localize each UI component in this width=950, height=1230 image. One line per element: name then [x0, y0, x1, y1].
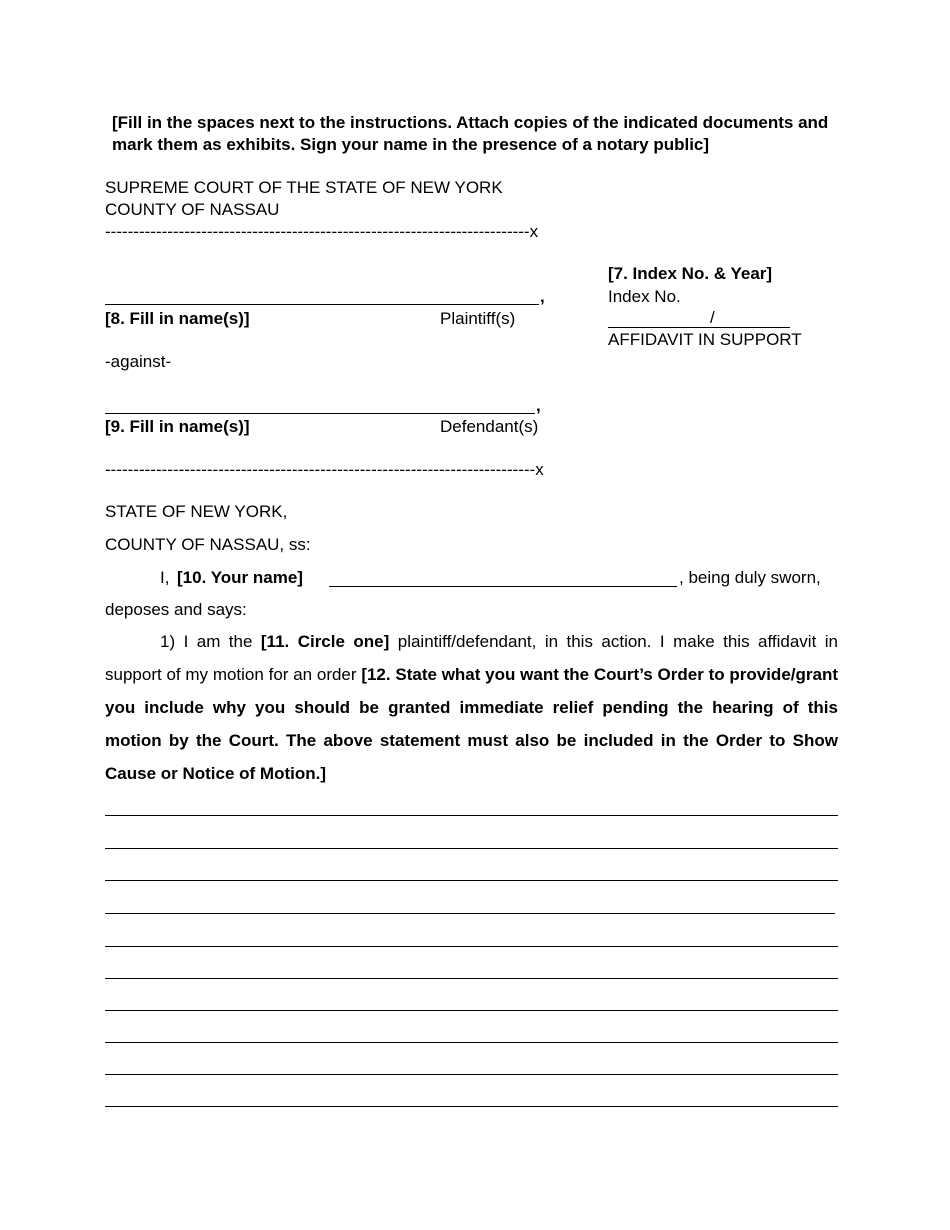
- circle-one-instruction: [11. Circle one]: [260, 632, 390, 651]
- court-name: SUPREME COURT OF THE STATE OF NEW YORK: [105, 178, 503, 197]
- caption-divider-bottom: ----------------------------------------------------------------------------x: [105, 460, 544, 479]
- p1-start: 1) I am the: [160, 632, 253, 651]
- defendant-instruction: [9. Fill in name(s)]: [105, 417, 250, 436]
- duly-sworn-text: , being duly sworn,: [679, 568, 821, 587]
- writing-line[interactable]: [105, 880, 838, 881]
- writing-line[interactable]: [105, 848, 838, 849]
- i-label: I,: [160, 568, 170, 587]
- caption-divider-top: ---------------------------------------------------------------------------x: [105, 222, 539, 241]
- defendant-label: Defendant(s): [440, 417, 539, 436]
- index-number-field[interactable]: [608, 327, 790, 328]
- court-county: COUNTY OF NASSAU: [105, 200, 280, 219]
- against-label: -against-: [105, 352, 172, 371]
- writing-line[interactable]: [105, 946, 838, 947]
- instructions-header: [Fill in the spaces next to the instructions. Attach copies of the indicated documents and mark them as exhibits. Sign your name in the presence of a notary public]: [112, 113, 829, 154]
- your-name-instruction: [10. Your name]: [177, 568, 303, 587]
- index-instruction: [7. Index No. & Year]: [608, 264, 773, 283]
- writing-line[interactable]: [105, 1074, 838, 1075]
- venue-county: COUNTY OF NASSAU, ss:: [105, 535, 311, 554]
- writing-line[interactable]: [105, 815, 838, 816]
- plaintiff-name-field[interactable]: [105, 304, 539, 305]
- paragraph-1: [105, 625, 838, 790]
- order-instruction: [12. State what you want the Court’s Order to provide/grant you include why you should be granted immediate relief pending the hearing of this motion by the Court. The above statement must also be included in the Order to Show Cause or Notice of Motion.]: [105, 665, 838, 783]
- writing-line[interactable]: [105, 978, 838, 979]
- deposes-text: deposes and says:: [105, 600, 247, 619]
- writing-line[interactable]: [105, 913, 835, 914]
- defendant-comma: ,: [536, 396, 541, 415]
- venue-state: STATE OF NEW YORK,: [105, 502, 288, 521]
- plaintiff-instruction: [8. Fill in name(s)]: [105, 309, 250, 328]
- defendant-name-field[interactable]: [105, 413, 535, 414]
- your-name-field[interactable]: [329, 586, 677, 587]
- plaintiff-comma: ,: [540, 287, 545, 306]
- index-label: Index No.: [608, 287, 681, 306]
- p1-mid: plaintiff/defendant, in this action. I make this affidavit in support of my motion for an order: [105, 632, 838, 684]
- writing-line[interactable]: [105, 1106, 838, 1107]
- writing-line[interactable]: [105, 1010, 838, 1011]
- document-title: AFFIDAVIT IN SUPPORT: [608, 330, 802, 349]
- plaintiff-label: Plaintiff(s): [440, 309, 516, 328]
- writing-line[interactable]: [105, 1042, 838, 1043]
- index-slash: /: [710, 308, 715, 327]
